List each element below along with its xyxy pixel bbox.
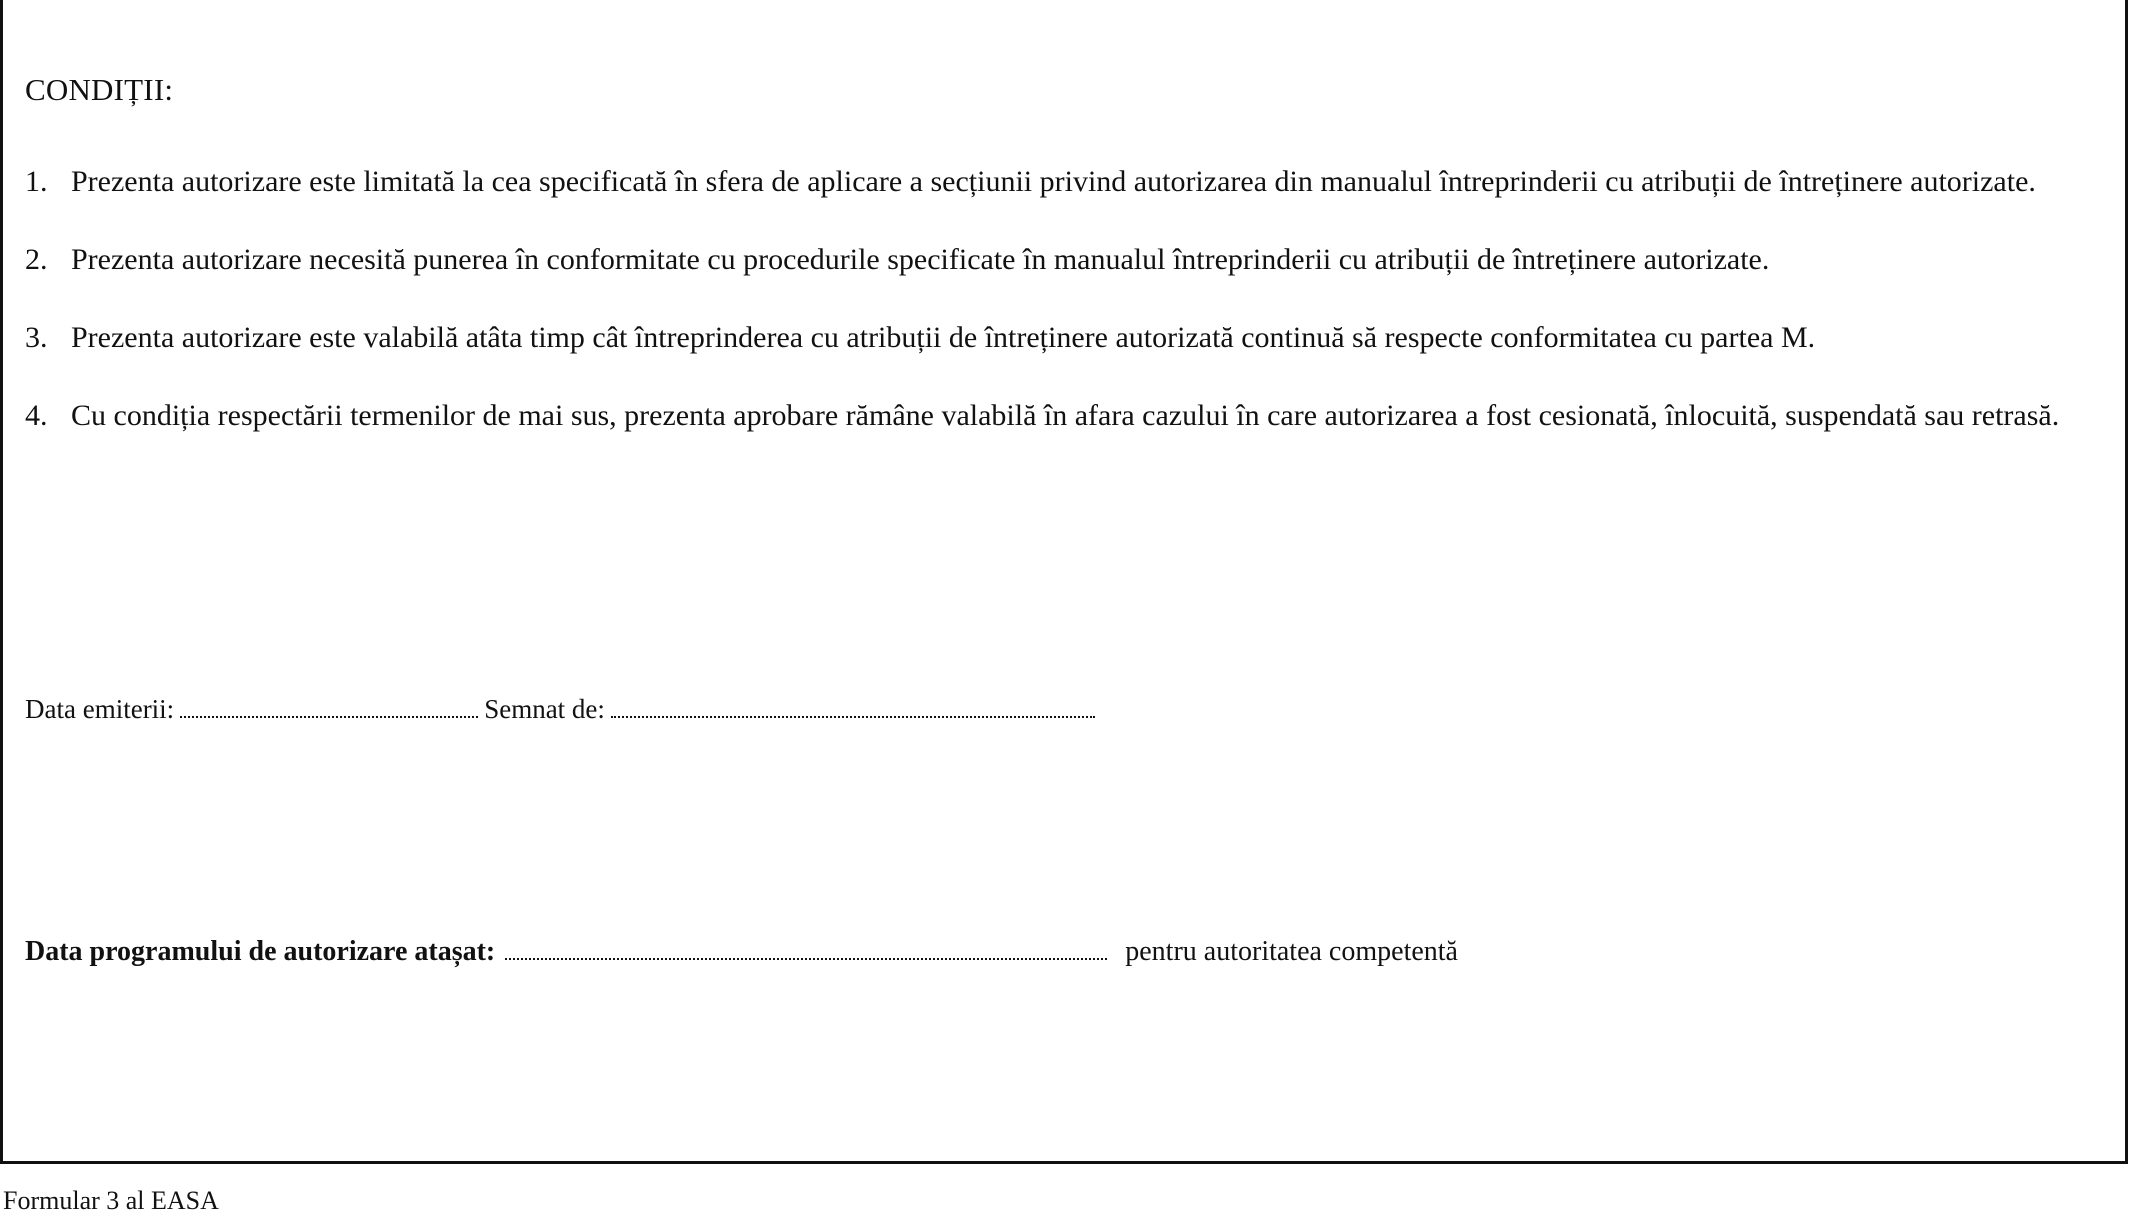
signed-by-field[interactable] xyxy=(611,696,1095,718)
condition-item xyxy=(25,162,2115,202)
schedule-date-label: Data programului de autorizare atașat: xyxy=(25,936,496,967)
condition-text: Prezenta autorizare este valabilă atâta timp cât întreprinderea cu atribuții de întreținere autorizată continuă să respecte conformitatea cu partea M. xyxy=(71,321,1816,354)
condition-item xyxy=(25,396,2115,436)
form-identifier: Formular 3 al EASA xyxy=(3,1186,219,1214)
conditions-list xyxy=(25,162,2115,474)
condition-number: 1. xyxy=(25,165,48,198)
condition-item xyxy=(25,240,2115,280)
issue-date-label: Data emiterii: xyxy=(25,694,175,724)
schedule-row xyxy=(25,936,1458,968)
issue-date-field[interactable] xyxy=(180,696,478,718)
condition-number: 2. xyxy=(25,243,48,276)
condition-number: 4. xyxy=(25,399,48,432)
conditions-title: CONDIȚII: xyxy=(25,72,174,107)
competent-authority-label: pentru autoritatea competentă xyxy=(1125,936,1458,967)
signature-row xyxy=(25,694,1095,725)
condition-item xyxy=(25,318,2115,358)
condition-text: Prezenta autorizare necesită punerea în conformitate cu procedurile specificate în manualul întreprinderii cu atribuții de întreținere autorizate. xyxy=(71,243,1770,276)
condition-number: 3. xyxy=(25,321,48,354)
signed-by-label: Semnat de: xyxy=(484,694,605,724)
condition-text: Cu condiția respectării termenilor de mai sus, prezenta aprobare rămâne valabilă în afara cazului în care autorizarea a fost cesionată, înlocuită, suspendată sau retrasă. xyxy=(71,399,2060,432)
schedule-date-field[interactable] xyxy=(505,938,1107,960)
condition-text: Prezenta autorizare este limitată la cea specificată în sfera de aplicare a secțiunii privind autorizarea din manualul întreprinderii cu atribuții de întreținere autorizate. xyxy=(71,165,2036,198)
